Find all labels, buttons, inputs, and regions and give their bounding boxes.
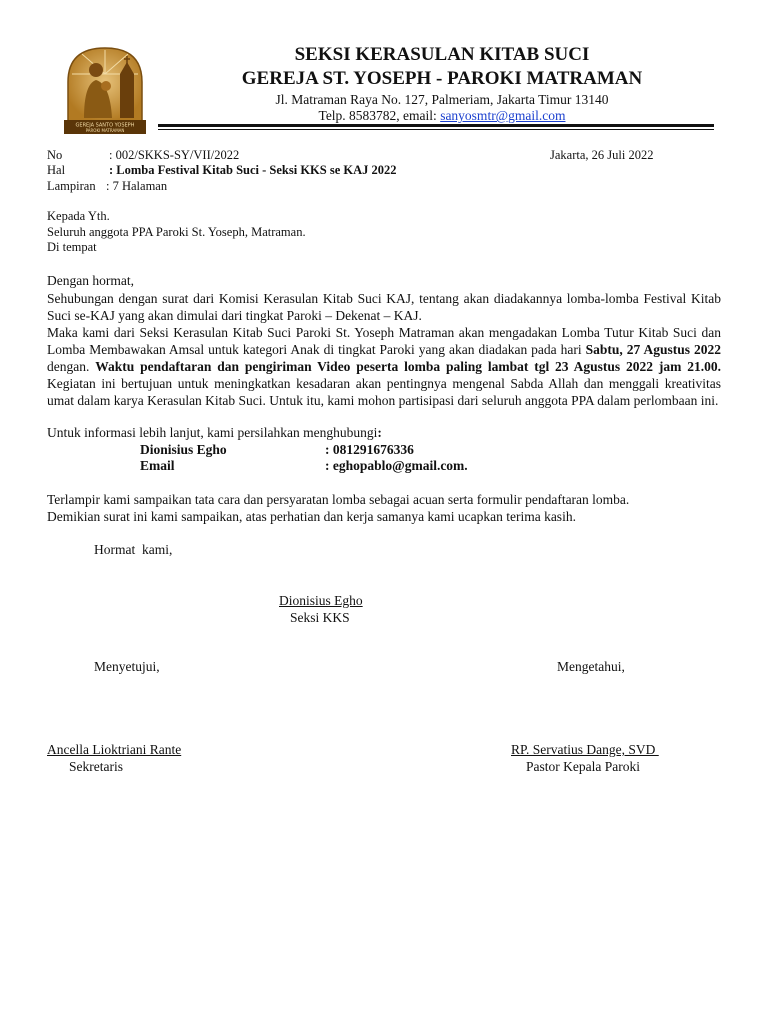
pastor-name: RP. Servatius Dange, SVD — [511, 742, 659, 757]
paragraph-2-part-c: dengan. — [47, 359, 96, 374]
paragraph-5: Demikian surat ini kami sampaikan, atas perhatian dan kerja samanya kami ucapkan terima kasih. — [47, 509, 576, 524]
registration-deadline: Waktu pendaftaran dan pengiriman Video peserta lomba paling lambat tgl 23 Agustus 2022 jam 21.00. — [95, 359, 721, 374]
recipient-line3: Di tempat — [47, 240, 97, 254]
contact-intro-colon: : — [377, 425, 382, 440]
org-name-line2: GEREJA ST. YOSEPH - PAROKI MATRAMAN — [241, 68, 643, 89]
paragraph-1: Sehubungan dengan surat dari Komisi Kerasulan Kitab Suci KAJ, tentang akan diadakannya lomba-lomba Festival Kitab Suci se-KAJ yang akan dimulai dari tingkat Paroki – Dekenat – KAJ. — [47, 291, 721, 323]
logo-banner-line1: GEREJA SANTO YOSEPH — [75, 122, 135, 129]
greeting: Dengan hormat, — [47, 273, 134, 288]
org-address: Jl. Matraman Raya No. 127, Palmeriam, Jakarta Timur 13140 — [275, 92, 609, 107]
org-name-line1: SEKSI KERASULAN KITAB SUCI — [294, 44, 590, 65]
letterhead — [180, 44, 704, 124]
recipient-line2: Seluruh anggota PPA Paroki St. Yoseph, Matraman. — [47, 225, 306, 239]
paragraph-4: Terlampir kami sampaikan tata cara dan persyaratan lomba sebagai acuan serta formulir pendaftaran lomba. — [47, 492, 630, 507]
pastor-title: Pastor Kepala Paroki — [526, 759, 640, 774]
paragraph-2-part-a: Maka kami dari Seksi Kerasulan Kitab Suci Paroki St. Yoseph Matraman akan mengadakan Lomba Tutur Kitab Suci dan Lomba Membawakan Amsal untuk kategori Anak di tingkat Paroki yang akan diadakan pada hari — [47, 325, 721, 357]
paragraph-2-part-e: Kegiatan ini bertujuan untuk meningkatkan kesadaran akan pentingnya mengenal Sabda Allah dan menggali kreativitas umat dalam karya Kerasulan Kitab Suci. Untuk itu, kami mohon partisipasi dari seluruh anggota PPA dalam perlombaan ini. — [47, 376, 721, 408]
place-date: Jakarta, 26 Juli 2022 — [550, 148, 654, 162]
phone-text: Telp. 8583782, email: — [318, 108, 441, 123]
lampiran-value: : 7 Halaman — [106, 179, 168, 193]
acknowledge-label: Mengetahui, — [557, 659, 625, 674]
paragraph-2 — [47, 324, 721, 409]
event-date: Sabtu, 27 Agustus 2022 — [585, 342, 721, 357]
approve-label: Menyetujui, — [94, 659, 160, 674]
signer-name: Dionisius Egho — [279, 593, 363, 608]
parish-logo — [62, 44, 148, 136]
contact-email: : eghopablo@gmail.com. — [325, 458, 468, 473]
lampiran-label: Lampiran — [47, 179, 96, 193]
letterhead-rule-thin — [158, 129, 714, 130]
secretary-name: Ancella Lioktriani Rante — [47, 742, 182, 757]
signer-title: Seksi KKS — [290, 610, 350, 625]
no-value: : 002/SKKS-SY/VII/2022 — [109, 148, 240, 162]
closing-salutation: Hormat kami, — [94, 542, 173, 557]
no-label: No — [47, 148, 63, 162]
email-link[interactable]: sanyosmtr@gmail.com — [440, 108, 566, 123]
recipient-line1: Kepada Yth. — [47, 209, 110, 223]
contact-email-label: Email — [140, 458, 175, 473]
hal-label: Hal — [47, 163, 66, 177]
secretary-title: Sekretaris — [69, 759, 123, 774]
contact-name-label: Dionisius Egho — [140, 442, 227, 457]
hal-value: : Lomba Festival Kitab Suci - Seksi KKS se KAJ 2022 — [109, 163, 397, 177]
logo-banner-line2: PAROKI MATRAMAN — [85, 128, 125, 133]
contact-intro: Untuk informasi lebih lanjut, kami persilahkan menghubungi — [47, 425, 378, 440]
contact-phone: : 081291676336 — [325, 442, 414, 457]
org-contact-line — [180, 108, 704, 124]
paragraph-3 — [47, 425, 382, 441]
letterhead-rule-thick — [158, 124, 714, 127]
